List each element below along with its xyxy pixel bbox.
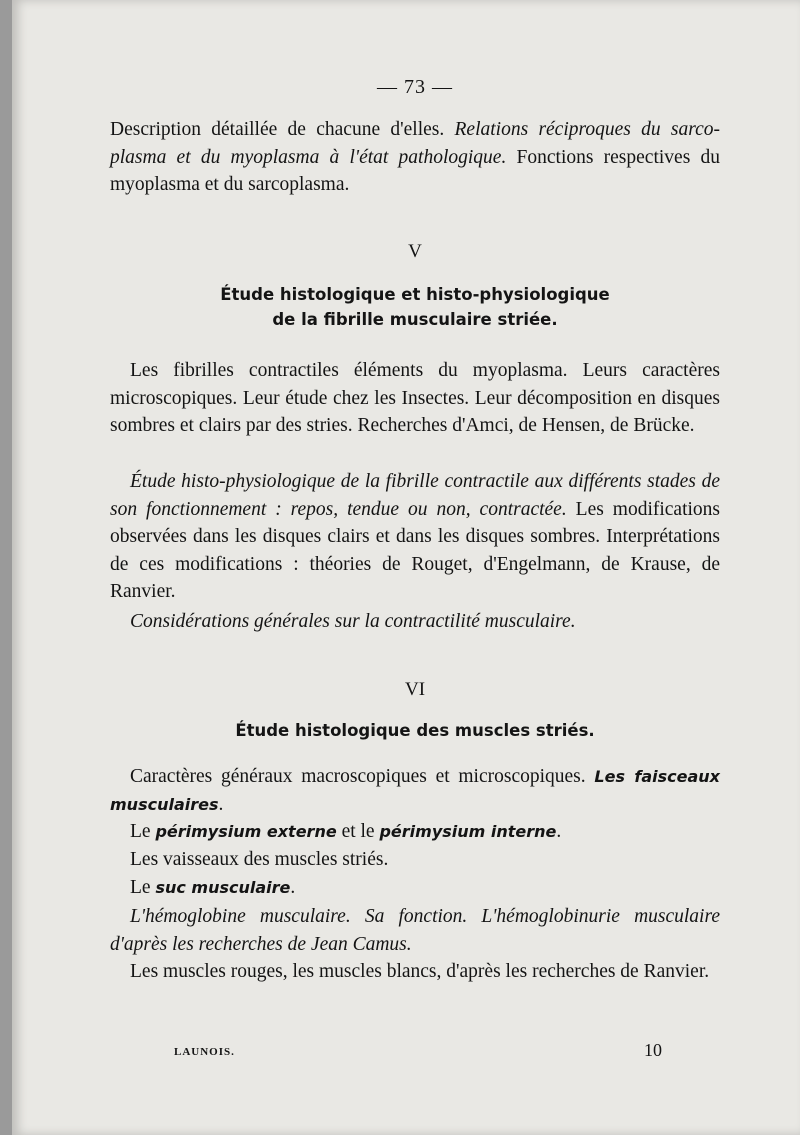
section-v-p2-italic: Étude histo-physiologique de la fibrille contractile aux différents stades de son fonctionnement : repos, tendue ou non, contractée. (110, 471, 720, 520)
section-vi-paragraph-2 (110, 818, 720, 846)
section-vi-p2-d: périmysium interne (379, 822, 557, 841)
section-v-title-1: Étude histologique et histo-physiologique (220, 285, 610, 304)
section-vi-number: VI (404, 679, 426, 700)
footer-sheet-number: 10 (644, 1040, 662, 1060)
section-vi-p2-b: périmysium externe (155, 822, 337, 841)
section-vi-paragraph-1 (110, 763, 720, 818)
intro-text: Description détaillée de chacune d'elles. (110, 119, 455, 140)
section-vi-p1-bold: Les faisceaux musculaires (110, 767, 721, 814)
section-vi-p2-c: et le (336, 821, 380, 842)
section-vi-p4-c: . (290, 877, 296, 898)
intro-italic: Relations réciproques du sarco-plasma et du myoplasma à l'état pathologique. (110, 119, 721, 168)
section-vi-p2-a: Le (130, 821, 156, 842)
page-number: — 73 — (377, 76, 453, 98)
section-v-paragraph-3: Considérations générales sur la contractilité musculaire. (130, 611, 576, 632)
section-vi-p4-a: Le (130, 877, 156, 898)
intro-paragraph (110, 116, 720, 199)
footer-signature: LAUNOIS. (174, 1046, 235, 1058)
section-v-p2-rest: Les modifications observées dans les disques clairs et dans les disques sombres. Interprétations de ces modifications : théories de Rouget, d'Engelmann, de Krause, de Ranvier. (110, 498, 721, 602)
section-v-paragraph-1: Les fibrilles contractiles éléments du myoplasma. Leurs caractères microscopiques. Leur étude chez les Insectes. Leur décomposition en disques sombres et clairs par des stries. Recherches d'Amci, de Hensen, de Brücke. (110, 360, 720, 436)
section-vi-p1-end: . (218, 793, 224, 815)
section-vi-paragraph-4 (110, 874, 720, 902)
section-vi-title: Étude histologique des muscles striés. (235, 721, 595, 740)
section-v-number: V (408, 241, 422, 262)
section-v-paragraph-2 (110, 468, 720, 606)
section-vi-p4-b: suc musculaire (155, 878, 291, 897)
page (12, 0, 800, 1135)
section-vi-paragraph-5: L'hémoglobine musculaire. Sa fonction. L'hémoglobinurie musculaire d'après les recherches de Jean Camus. (110, 906, 720, 955)
section-vi-p1-text: Caractères généraux macroscopiques et microscopiques. (130, 766, 595, 787)
intro-end: Fonctions respectives du myoplasma et du sarcoplasma. (110, 146, 720, 195)
section-vi-paragraph-6: Les muscles rouges, les muscles blancs, d'après les recherches de Ranvier. (130, 961, 710, 982)
section-v-title-2: de la fibrille musculaire striée. (272, 310, 558, 329)
section-vi-p2-e: . (556, 821, 562, 842)
section-vi-paragraph-3: Les vaisseaux des muscles striés. (130, 849, 389, 870)
